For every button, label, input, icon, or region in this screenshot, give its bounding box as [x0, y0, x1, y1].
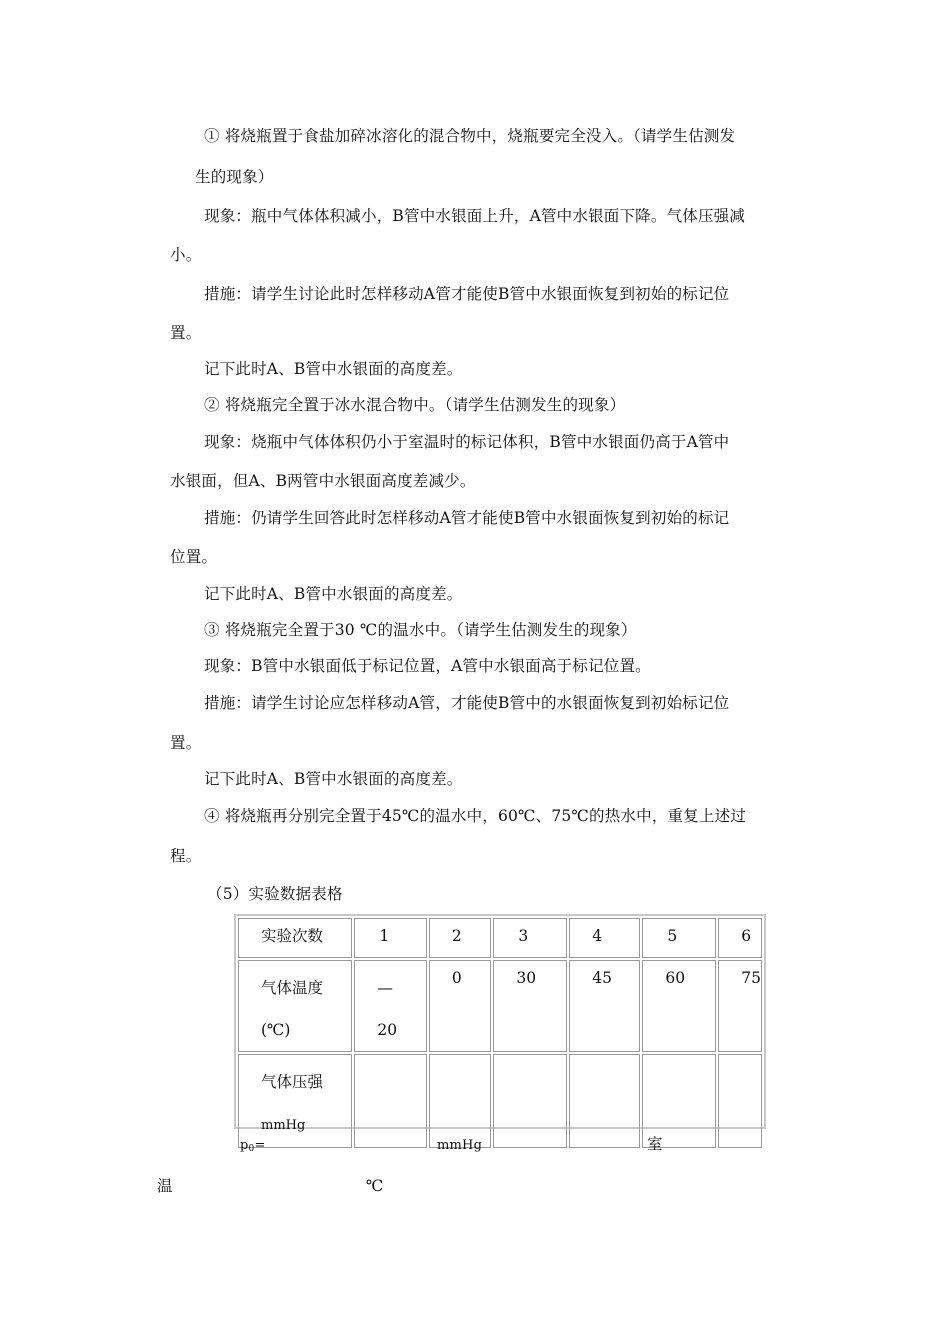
paragraph-line: 现象：瓶中气体体积减小，B管中水银面上升，A管中水银面下降。气体压强减	[204, 207, 746, 225]
cell-line: —	[377, 979, 393, 997]
paragraph-line: 置。	[170, 324, 202, 342]
paragraph-line: 程。	[170, 847, 202, 865]
table-cell: 60	[642, 960, 716, 1052]
celsius-unit: ℃	[366, 1177, 384, 1195]
table-cell	[493, 1054, 567, 1148]
p0-base: p	[240, 1138, 249, 1153]
paragraph-line: 置。	[170, 734, 202, 752]
label-line: (℃)	[261, 1021, 291, 1039]
table-cell: 30	[493, 960, 567, 1052]
table-cell	[429, 1054, 492, 1148]
paragraph-line: ① 将烧瓶置于食盐加碎冰溶化的混合物中，烧瓶要完全没入。（请学生估测发	[204, 127, 736, 145]
paragraph-line: 记下此时A、B管中水银面的高度差。	[204, 770, 463, 788]
table-header-cell	[238, 1054, 352, 1148]
table-cell: 6	[718, 918, 762, 958]
table-caption: （5）实验数据表格	[207, 885, 343, 903]
paragraph-line: 记下此时A、B管中水银面的高度差。	[204, 360, 463, 378]
pressure-unit: mmHg	[437, 1138, 483, 1153]
p0-subscript: 0	[248, 1144, 255, 1154]
room-temp-label-cont: 温	[157, 1177, 173, 1195]
p0-label	[240, 1136, 266, 1159]
table-cell	[718, 1054, 762, 1148]
table-cell: 3	[493, 918, 567, 958]
table-cell: 4	[569, 918, 640, 958]
paragraph-line: 记下此时A、B管中水银面的高度差。	[204, 585, 463, 603]
table-cell	[569, 1054, 640, 1148]
paragraph-line: ② 将烧瓶完全置于冰水混合物中。（请学生估测发生的现象）	[204, 396, 626, 414]
table-cell: 45	[569, 960, 640, 1052]
paragraph-line: 现象：B管中水银面低于标记位置，A管中水银面高于标记位置。	[204, 657, 651, 675]
paragraph-line: 水银面，但A、B两管中水银面高度差减少。	[170, 472, 476, 490]
table-header-cell: 实验次数	[238, 918, 352, 958]
label-line: 气体温度	[261, 979, 324, 997]
table-cell	[354, 1054, 426, 1148]
paragraph-line: ③ 将烧瓶完全置于30 ℃的温水中。（请学生估测发生的现象）	[204, 621, 637, 639]
p0-equals: =	[254, 1138, 266, 1153]
room-temp-label: 室	[647, 1135, 663, 1153]
paragraph-line: 生的现象）	[195, 168, 274, 186]
table-cell: 5	[642, 918, 716, 958]
table-cell: 2	[429, 918, 492, 958]
table-cell: 75	[718, 960, 762, 1052]
paragraph-line: 位置。	[170, 548, 218, 566]
cell-line: 20	[377, 1021, 398, 1039]
paragraph-line: 措施：请学生讨论应怎样移动A管，才能使B管中的水银面恢复到初始标记位	[204, 694, 730, 712]
paragraph-line: 现象：烧瓶中气体体积仍小于室温时的标记体积，B管中水银面仍高于A管中	[204, 433, 730, 451]
paragraph-line: 措施：仍请学生回答此时怎样移动A管才能使B管中水银面恢复到初始的标记	[204, 509, 730, 527]
table-header-cell	[238, 960, 352, 1052]
paragraph-line: ④ 将烧瓶再分别完全置于45℃的温水中，60℃、75℃的热水中，重复上述过	[204, 807, 747, 825]
table-cell: 0	[429, 960, 492, 1052]
label-line: 气体压强	[261, 1073, 324, 1091]
table-cell	[354, 960, 426, 1052]
paragraph-line: 措施：请学生讨论此时怎样移动A管才能使B管中水银面恢复到初始的标记位	[204, 285, 730, 303]
label-line: mmHg	[261, 1118, 306, 1133]
paragraph-line: 小。	[170, 246, 202, 264]
table-cell: 1	[354, 918, 426, 958]
data-table	[234, 914, 766, 1133]
